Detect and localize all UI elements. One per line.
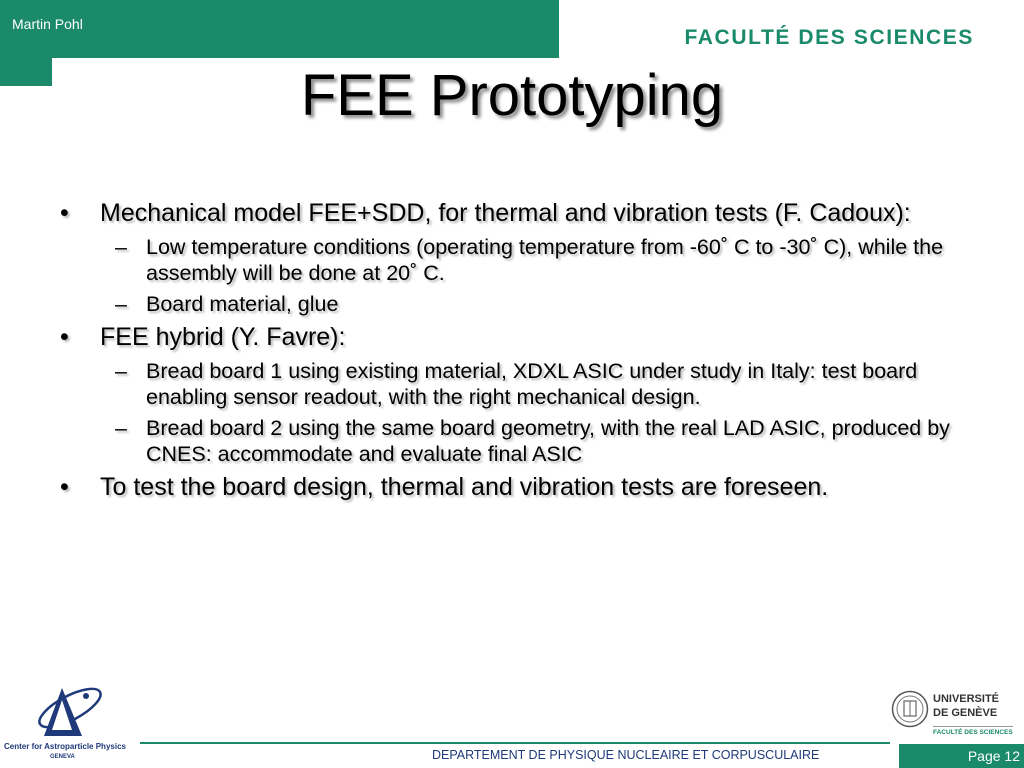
slide-content	[60, 198, 975, 508]
cap-logo-text: Center for Astroparticle Physics	[4, 742, 126, 751]
unige-faculty: FACULTÉ DES SCIENCES	[933, 726, 1013, 736]
bullet-text: FEE hybrid (Y. Favre):	[100, 323, 346, 351]
sub-bullet-bread-board-1	[60, 358, 975, 410]
sub-bullet-bread-board-2	[60, 415, 975, 467]
bullet-text: To test the board design, thermal and vibration tests are foreseen.	[100, 473, 829, 501]
page-number-box	[899, 744, 1024, 768]
slide-title: FEE Prototyping	[300, 63, 724, 128]
bullet-marker: •	[60, 473, 69, 501]
unige-name-line2: DE GENÈVE	[933, 707, 998, 719]
bullet-mechanical-model	[60, 198, 975, 228]
unige-logo	[891, 690, 1021, 742]
sub-bullet-marker: –	[115, 235, 127, 259]
department-label: DEPARTEMENT DE PHYSIQUE NUCLEAIRE ET CORPUSCULAIRE	[432, 748, 820, 762]
bullet-marker: •	[60, 323, 69, 351]
bullet-test-board-design	[60, 472, 975, 502]
page-number: Page 12	[967, 748, 1020, 764]
sub-bullet-marker: –	[115, 359, 127, 383]
sub-bullet-text: Low temperature conditions (operating temperature from -60˚ C to -30˚ C), while the assembly will be done at 20˚ C.	[146, 235, 944, 285]
footer-divider	[140, 742, 890, 744]
sub-bullet-text: Bread board 1 using existing material, XDXL ASIC under study in Italy: test board enabling sensor readout, with the right mechanical design.	[146, 359, 918, 409]
faculty-header: FACULTÉ DES SCIENCES	[684, 26, 974, 49]
unige-name	[933, 692, 999, 720]
bullet-fee-hybrid	[60, 322, 975, 352]
cap-logo-subtext: GENEVA	[50, 754, 75, 760]
author-label: Martin Pohl	[12, 16, 83, 32]
sub-bullet-low-temperature	[60, 234, 975, 286]
bullet-marker: •	[60, 199, 69, 227]
unige-name-line1: UNIVERSITÉ	[933, 693, 1000, 705]
sub-bullet-board-material	[60, 291, 975, 317]
sub-bullet-marker: –	[115, 292, 127, 316]
sub-bullet-text: Bread board 2 using the same board geometry, with the real LAD ASIC, produced by CNES: accommodate and evaluate final ASIC	[146, 416, 950, 466]
sub-bullet-text: Board material, glue	[146, 292, 339, 316]
sub-bullet-marker: –	[115, 416, 127, 440]
bullet-text: Mechanical model FEE+SDD, for thermal and vibration tests (F. Cadoux):	[100, 199, 911, 227]
cap-logo-icon	[4, 678, 128, 766]
university-seal-icon	[891, 690, 929, 728]
header-band	[0, 0, 559, 58]
